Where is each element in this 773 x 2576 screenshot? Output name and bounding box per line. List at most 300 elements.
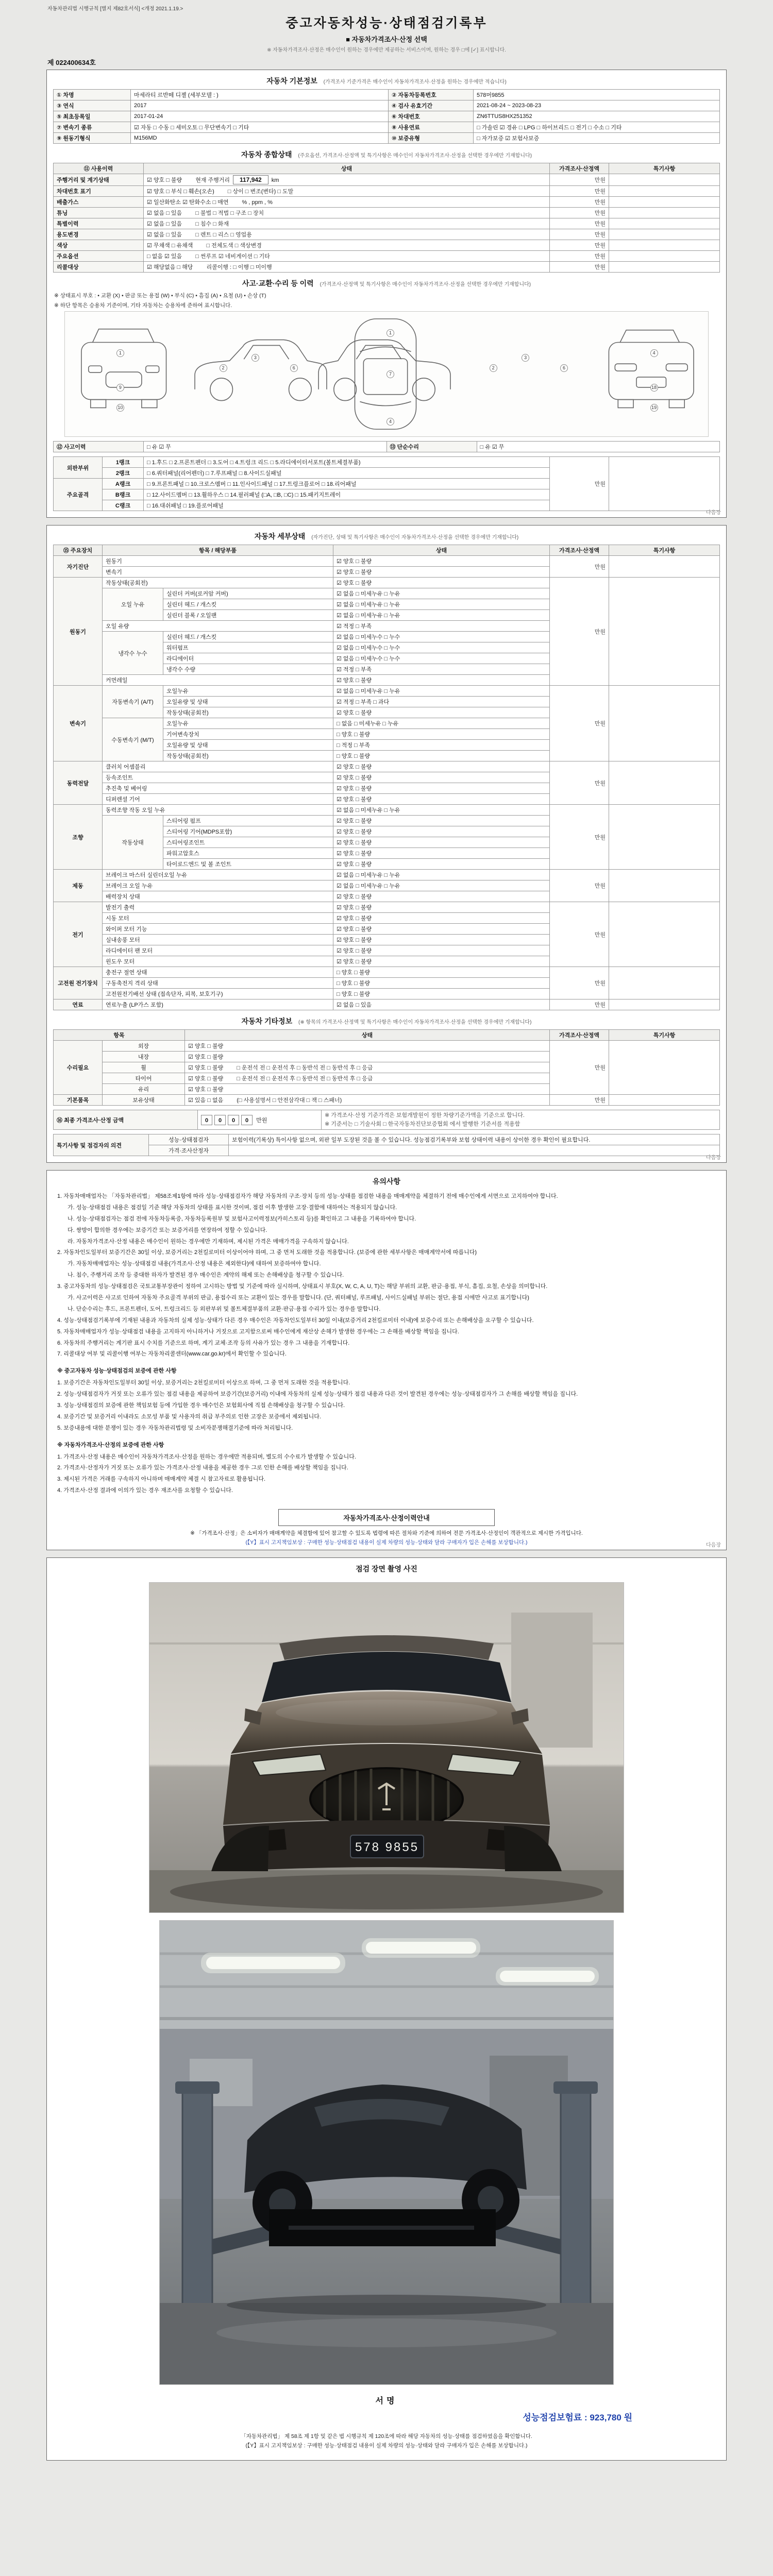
detail-title (53, 530, 720, 545)
device-group: 원동기 (54, 578, 103, 686)
item-subgroup: 작동상태 (103, 816, 163, 870)
device-group: 변속기 (54, 686, 103, 761)
notice-item: 1. 자동차매매업자는 「자동차관리법」 제58조제1항에 따라 성능·상태점검자가 해당 자동차의 구조·장치 등의 성능·상태를 점검한 내용을 매매계약을 체결하기 전에 매수인에게 서면으로 고지하여야 합니다. (57, 1193, 558, 1199)
panel-number: 19 (650, 404, 658, 412)
device-group: 전기 (54, 902, 103, 967)
item-subgroup: 오일 누유 (103, 588, 163, 621)
item-name: 라디에이터 팬 모터 (103, 945, 333, 956)
panel-number: 6 (560, 364, 568, 372)
item-name: 워터펌프 (163, 642, 333, 653)
accident-state: □ 유 ☑ 무 (144, 442, 387, 452)
state-extra: 리콜이행 : □ 이행 □ 미이행 (206, 264, 272, 270)
summary-row (54, 229, 720, 240)
field-value: 마세라티 르반떼 디젤 (세부모델 : ) (131, 90, 389, 100)
state-cell (185, 1041, 550, 1052)
inspector-comment (229, 1145, 720, 1156)
state-extra: % , ppm , % (242, 199, 273, 206)
section-box-4 (46, 1557, 727, 2461)
item-subgroup: 냉각수 누수 (103, 632, 163, 675)
insurance-premium-label: 성능점검보험료 : (523, 2413, 587, 2423)
column-header: ⑪ 사용이력 (54, 163, 144, 174)
basic-info-title-text: 자동차 기본정보 (266, 77, 317, 85)
item-name: 오일누유 (163, 686, 333, 697)
notice-item: 2. 자동차인도일부터 보증기간은 30일 이상, 보증거리는 2천킬로미터 이상이어야 하며, 그 중 먼저 도래한 것을 적용합니다. (보증에 관한 세부사항은 매매계약서에 따릅니다) (57, 1249, 477, 1256)
final-price-note: ※ 기준서는 □ 기술사회 □ 한국자동차진단보증협회 에서 발행한 기준서를 적용함 (325, 1121, 520, 1127)
device-group: 조향 (54, 805, 103, 870)
item-name: 커먼레일 (103, 675, 333, 686)
column-header: 상태 (144, 163, 550, 174)
inspector-role: 가격·조사산정자 (149, 1145, 229, 1156)
state-cell: ☑ 없음 □ 미세누유 □ 누유 (333, 870, 550, 880)
item-name: 브레이크 오일 누유 (103, 880, 333, 891)
document-number: 제 022400634호 (47, 59, 96, 66)
panel-number: 2 (490, 364, 497, 372)
state-cell: ☑ 양호 □ 불량 (333, 935, 550, 945)
state-cell: ☑ 양호 □ 불량 (333, 567, 550, 578)
final-price-table (53, 1110, 720, 1130)
panel-number: 6 (290, 364, 298, 372)
final-price-label: ⑯ 최종 가격조사·산정 금액 (54, 1110, 198, 1130)
item-name: 동력조향 작동 오일 누유 (103, 805, 333, 816)
column-header: 상태 (333, 545, 550, 556)
item-name: 스티어링 펌프 (163, 816, 333, 826)
price-digit: 0 (201, 1115, 212, 1125)
etc-info-body (54, 1030, 720, 1106)
item-label: 차대번호 표기 (54, 186, 144, 197)
price-cell: 만원 (550, 218, 609, 229)
remark-cell (609, 208, 720, 218)
panel-replacement-table (53, 456, 720, 511)
etc-title (53, 1014, 720, 1029)
state-cell: ☑ 없음 □ 미세누수 □ 누수 (333, 653, 550, 664)
state-extra: □ 운전석 전 □ 운전석 후 □ 동반석 전 □ 동반석 후 □ 응급 (237, 1065, 373, 1071)
remark-cell (609, 686, 720, 761)
item-name: 시동 모터 (103, 913, 333, 924)
etc-header-row (54, 1030, 720, 1041)
field-label: ③ 연식 (54, 100, 131, 111)
panel-number: 3 (522, 354, 529, 362)
price-cell: 만원 (550, 761, 609, 805)
inspector-comment: 보험이력(기록상) 특이사항 없으며, 외판 일부 도장된 것을 볼 수 있습니다. 성능점검기록부와 보험 상태이력 내용이 상이한 경우 확인이 필요합니다. (229, 1134, 720, 1145)
summary-row (54, 186, 720, 197)
notice-item: 가. 사고이력은 사고로 인하여 자동차 주요골격 부위의 판금, 용접수리 또는 교환이 있는 경우를 말합니다. (단, 쿼터패널, 루프패널, 사이드실패널 부위는 절단, 용접 시에만 사고로 표기합니다) (68, 1295, 529, 1301)
item-label: 색상 (54, 240, 144, 251)
panel-items: □ 1.후드 □ 2.프론트펜더 □ 3.도어 □ 4.트렁크 리드 □ 5.라디에이터서포트(볼트체결부품) (144, 457, 550, 468)
notice-item: 6. 자동차의 주행거리는 계기판 표시 수치를 기준으로 하며, 계기 교체·조작 등의 사유가 있는 경우 그 내용을 기재합니다. (57, 1340, 350, 1346)
column-header: 항목 (54, 1030, 185, 1041)
page-title: 중고자동차성능·상태점검기록부 (285, 16, 488, 30)
column-header: 특기사항 (609, 545, 720, 556)
opinion-body (54, 1134, 720, 1156)
price-cell: 만원 (550, 457, 609, 511)
state-options: □ 없음 ☑ 있음 (147, 253, 182, 260)
item-label: 용도변경 (54, 229, 144, 240)
detail-row (54, 805, 720, 816)
remark-cell (609, 457, 720, 511)
state-options: ☑ 없음 □ 있음 (147, 232, 182, 238)
item-name: 실린더 헤드 / 개스킷 (163, 599, 333, 610)
device-group: 연료 (54, 999, 103, 1010)
state-options: ☑ 양호 □ 불량 (147, 177, 182, 183)
state-options: ☑ 무채색 □ 유채색 (147, 243, 193, 249)
state-cell: ☑ 없음 □ 미세누유 □ 누유 (333, 686, 550, 697)
price-cell: 만원 (550, 686, 609, 761)
summary-row (54, 174, 720, 186)
state-cell: ☑ 양호 □ 불량 (333, 826, 550, 837)
state-extra: □ 렌트 □ 리스 □ 영업용 (195, 232, 252, 238)
basic-row (54, 122, 720, 133)
panel-number: 2 (220, 364, 227, 372)
summary-row (54, 251, 720, 262)
item-name: 오일 유량 (103, 621, 333, 632)
state-options: ☑ 있음 □ 없음 (188, 1097, 224, 1104)
report-sheet (46, 0, 727, 2461)
device-group: 제동 (54, 870, 103, 902)
state-cell: ☑ 양호 □ 불량 (333, 859, 550, 870)
item-name: 윈도우 모터 (103, 956, 333, 967)
detail-row (54, 556, 720, 567)
state-extra: □ 전체도색 □ 색상변경 (206, 243, 262, 249)
state-cell (185, 1073, 550, 1084)
state-options: ☑ 일산화탄소 ☑ 탄화수소 □ 매연 (147, 199, 229, 206)
state-cell: ☑ 양호 □ 불량 (333, 783, 550, 794)
field-value: 2017 (131, 100, 389, 111)
notice-heading: ※ 중고자동차 성능·상태점검의 보증에 관한 사항 (57, 1368, 177, 1375)
remark-cell (609, 761, 720, 805)
section-box-2 (46, 525, 727, 1163)
item-name: 오일누유 (163, 718, 333, 729)
field-label: ⑨ 원동기형식 (54, 133, 131, 144)
state-cell: ☑ 양호 □ 불량 (333, 837, 550, 848)
accident-note: (가격조사·산정액 및 특기사항은 매수인이 자동차가격조사·산정을 선택한 경우에만 기재합니다) (320, 282, 531, 287)
notice-item: 1. 가격조사·산정 내용은 매수인이 자동차가격조사·산정을 원하는 경우에만 적용되며, 별도의 수수료가 발생할 수 있습니다. (57, 1453, 356, 1460)
price-cell: 만원 (550, 262, 609, 273)
column-header: 특기사항 (609, 1030, 720, 1041)
item-name: 내장 (103, 1052, 185, 1062)
notice-item: 7. 리콜대상 여부 및 리콜이행 여부는 자동차리콜센터(www.car.go.kr)에서 확인할 수 있습니다. (57, 1351, 287, 1358)
panel-number: 18 (650, 384, 658, 392)
remark-cell (609, 262, 720, 273)
item-name: 브레이크 마스터 실린더오일 누유 (103, 870, 333, 880)
price-digit: 0 (214, 1115, 226, 1125)
panel-number: 1 (386, 329, 394, 337)
panel-rank: 2랭크 (103, 468, 144, 479)
panel-group: 외판부위 (54, 457, 103, 479)
notice-item: 나. 단순수리는 후드, 프론트펜더, 도어, 트렁크리드 등 외판부위 및 볼트체결부품의 교환·판금·용접 수리가 있는 경우를 말합니다. (68, 1306, 381, 1312)
car-panel-diagram (64, 311, 709, 437)
item-label: 리콜대상 (54, 262, 144, 273)
next-page-marker-3: 다음장 (706, 1543, 721, 1549)
panel-items: □ 12.사이드멤버 □ 13.휠하우스 □ 14.필러패널 (□A, □B, □C) □ 15.패키지트레이 (144, 489, 550, 500)
remark-cell (609, 197, 720, 208)
item-label: 특별이력 (54, 218, 144, 229)
detail-title-text: 자동차 세부상태 (254, 532, 306, 540)
form-reference: 자동차관리법 시행규칙 [별지 제82호서식] <개정 2021.1.19.> (47, 6, 183, 12)
price-cell: 만원 (550, 870, 609, 902)
item-name: 클러치 어셈블리 (103, 761, 333, 772)
state-cell (185, 1095, 550, 1106)
state-cell: ☑ 양호 □ 불량 (333, 707, 550, 718)
remark-cell (609, 186, 720, 197)
column-header: 가격조사·산정액 (550, 545, 609, 556)
item-name: 실내송풍 모터 (103, 935, 333, 945)
photo-front-frame (149, 1582, 624, 1913)
section-box-3 (46, 1170, 727, 1550)
state-options: ☑ 양호 □ 불량 (188, 1043, 224, 1049)
item-name: 와이퍼 모터 기능 (103, 924, 333, 935)
remark-cell (609, 967, 720, 999)
detail-header-row (54, 545, 720, 556)
notice-item: 5. 자동차매매업자가 성능·상태점검 내용을 고지하지 아니하거나 거짓으로 고지함으로써 매수인에게 재산상 손해가 발생한 경우에는 그 손해를 배상할 책임을 집니다. (57, 1328, 459, 1335)
item-name: 추진축 및 베어링 (103, 783, 333, 794)
notice-item: 3. 제시된 가격은 거래를 구속하지 아니하며 매매계약 체결 시 참고자료로 활용됩니다. (57, 1476, 266, 1483)
state-cell: ☑ 없음 □ 미세누유 □ 누유 (333, 880, 550, 891)
liability-note: (【Y】표시 고지책임보상 : 구매한 성능·상태점검 내용이 실제 차량의 성능·상태와 달라 구매자가 입은 손해를 보상합니다.) (245, 2443, 528, 2449)
summary-note: (주요옵션, 가격조사·산정액 및 특기사항은 매수인이 자동차가격조사·산정을 선택한 경우에만 기재합니다) (298, 153, 532, 159)
final-price-digits (201, 1117, 255, 1124)
opinion-row (54, 1145, 720, 1156)
license-plate-text: 578 9855 (355, 1840, 419, 1855)
notice-item: 2. 가격조사·산정자가 거짓 또는 오류가 있는 가격조사·산정 내용을 제공한 경우 그로 인한 손해를 배상할 책임을 집니다. (57, 1465, 348, 1471)
item-name: 작동상태(공회전) (163, 707, 333, 718)
item-name: 연료누출 (LP가스 포함) (103, 999, 333, 1010)
state-cell: ☑ 양호 □ 불량 (333, 902, 550, 913)
panel-number: 7 (386, 370, 394, 378)
price-history-guide-line: (【Y】표시 고지책임보상 : 구매한 성능·상태점검 내용이 실제 차량의 성능·상태와 달라 구매자가 입은 손해를 보상합니다.) (245, 1539, 528, 1546)
state-cell: ☑ 없음 □ 있음 (333, 999, 550, 1010)
price-history-guide-title: 자동차가격조사·산정이력안내 (278, 1509, 495, 1526)
opinion-table (53, 1134, 720, 1156)
item-name: 구동축전지 격리 상태 (103, 978, 333, 989)
accident-title (53, 277, 720, 292)
state-cell: ☑ 없음 □ 미세누수 □ 누수 (333, 642, 550, 653)
item-label: 튜닝 (54, 208, 144, 218)
state-cell: ☑ 없음 □ 미세누유 □ 누유 (333, 588, 550, 599)
price-cell: 만원 (550, 805, 609, 870)
remark-cell (609, 240, 720, 251)
device-group: 자기진단 (54, 556, 103, 578)
panel-replacement-body (54, 457, 720, 511)
price-select-note: ※ 자동차가격조사·산정은 매수인이 원하는 경우에만 제공하는 서비스이며, 원하는 경우 □에 [✓] 표시합니다. (267, 47, 506, 53)
item-name: 오일유량 및 상태 (163, 740, 333, 751)
price-cell: 만원 (550, 186, 609, 197)
state-cell: ☑ 적정 □ 부족 (333, 621, 550, 632)
detail-row (54, 902, 720, 913)
remark-cell (609, 578, 720, 686)
field-value: ZN6TTUS8HX251352 (474, 111, 720, 122)
item-name: 디퍼렌셜 기어 (103, 794, 333, 805)
state-extra: (□ 사용설명서 □ 안전삼각대 □ 잭 □ 스패너) (237, 1097, 342, 1104)
basic-info-body (54, 90, 720, 144)
state-cell (144, 262, 550, 273)
panel-group: 주요골격 (54, 479, 103, 511)
basic-row (54, 90, 720, 100)
item-name: 스티어링 기어(MDPS포함) (163, 826, 333, 837)
notice-item: 3. 성능·상태점검의 보증에 관한 책임보험 등에 가입한 경우 매수인은 보험회사에 직접 손해배상을 청구할 수 있습니다. (57, 1402, 345, 1409)
state-extra: □ 침수 □ 화재 (195, 221, 229, 227)
notice-item: 다. 쌍방이 합의한 경우에는 보증기간 또는 보증거리를 연장하여 정할 수 있습니다. (68, 1227, 267, 1233)
device-group: 동력전달 (54, 761, 103, 805)
field-value: □ 가솔린 ☑ 경유 □ LPG □ 하이브리드 □ 전기 □ 수소 □ 기타 (474, 122, 720, 133)
etc-note: (※ 항목의 가격조사·산정액 및 특기사항은 매수인이 자동차가격조사·산정을 선택한 경우에만 기재합니다) (298, 1020, 532, 1025)
detail-row (54, 761, 720, 772)
column-header: 가격조사·산정액 (550, 1030, 609, 1041)
state-options: ☑ 없음 □ 있음 (147, 221, 182, 227)
state-cell: □ 양호 □ 불량 (333, 751, 550, 761)
state-options: ☑ 양호 □ 불량 (188, 1065, 224, 1071)
state-cell: ☑ 양호 □ 불량 (333, 556, 550, 567)
insurance-premium-value: 923,780 원 (590, 2413, 632, 2423)
notice-item: 4. 보증기간 및 보증거리 이내라도 소모성 부품 및 사용자의 취급 부주의로 인한 고장은 보증에서 제외됩니다. (57, 1413, 321, 1420)
state-cell (144, 186, 550, 197)
price-select-label: ■ 자동차가격조사·산정 선택 (346, 36, 427, 43)
panel-number: 1 (116, 349, 124, 357)
item-name: 발전기 출력 (103, 902, 333, 913)
price-digit: 0 (241, 1115, 253, 1125)
item-name: 원동기 (103, 556, 333, 567)
price-cell: 만원 (550, 229, 609, 240)
state-cell: ☑ 적정 □ 부족 □ 과다 (333, 697, 550, 707)
state-cell (144, 208, 550, 218)
price-cell: 만원 (550, 208, 609, 218)
opinion-row (54, 1134, 720, 1145)
state-extra: □ 불법 □ 적법 □ 구조 □ 장치 (195, 210, 264, 216)
state-cell (144, 229, 550, 240)
price-cell: 만원 (550, 902, 609, 967)
inspector-role: 성능·상태점검자 (149, 1134, 229, 1145)
notice-item: 4. 성능·상태점검기록부에 기재된 내용과 자동차의 실제 성능·상태가 다른 경우 매수인은 자동차인도일부터 30일 이내(보증거리 2천킬로미터 이내)에 보증수리 또는 손해배상을 요구할 수 있습니다. (57, 1317, 534, 1324)
item-subgroup: 수동변속기 (M/T) (103, 718, 163, 761)
state-cell: □ 없음 □ 미세누유 □ 누유 (333, 718, 550, 729)
remark-cell (609, 174, 720, 186)
price-history-guide-line: ※ 「가격조사·산정」은 소비자가 매매계약을 체결함에 있어 참고할 수 있도록 법령에 따른 절차와 기준에 의하여 전문 가격조사·산정인이 객관적으로 제시한 가격입니다. (190, 1530, 583, 1537)
opinion-label: 특기사항 및 점검자의 의견 (54, 1134, 149, 1156)
state-cell: ☑ 양호 □ 불량 (333, 772, 550, 783)
remark-cell (609, 251, 720, 262)
panel-rank: B랭크 (103, 489, 144, 500)
price-cell: 만원 (550, 578, 609, 686)
etc-title-text: 자동차 기타정보 (241, 1017, 293, 1025)
notice-body (53, 1190, 720, 1501)
detail-state-table (53, 545, 720, 1010)
field-label: ⑧ 사용연료 (389, 122, 474, 133)
basic-info-title (53, 74, 720, 89)
notice-item: 라. 자동차가격조사·산정 내용은 매수인이 원하는 경우에만 기재하며, 제시된 가격은 매매가격을 구속하지 않습니다. (68, 1238, 349, 1245)
field-label: ⑤ 최초등록일 (54, 111, 131, 122)
item-name: 냉각수 수량 (163, 664, 333, 675)
column-header: 상태 (185, 1030, 550, 1041)
price-cell: 만원 (550, 556, 609, 578)
notice-item: 나. 성능·상태점검자는 점검 전에 자동차등록증, 자동차등록원부 및 보험사고이력정보(카히스토리 등)를 확인하고 그 내용을 기록하여야 합니다. (68, 1215, 416, 1222)
etc-info-table (53, 1029, 720, 1106)
simple-repair-label: ⑬ 단순수리 (386, 442, 477, 452)
basic-row (54, 133, 720, 144)
accident-history-row (54, 442, 720, 452)
price-cell: 만원 (550, 240, 609, 251)
item-name: 오일유량 및 상태 (163, 697, 333, 707)
field-label: ⑦ 변속기 종류 (54, 122, 131, 133)
price-cell: 만원 (550, 999, 609, 1010)
remark-cell (609, 1041, 720, 1095)
panel-number: 4 (650, 349, 658, 357)
simple-repair-state: □ 유 ☑ 무 (477, 442, 720, 452)
summary-title (53, 148, 720, 163)
etc-group: 기본품목 (54, 1095, 103, 1106)
mileage-value: 117,942 (233, 175, 268, 184)
panel-rank: 1랭크 (103, 457, 144, 468)
state-cell: □ 양호 □ 불량 (333, 989, 550, 999)
remark-cell (609, 1095, 720, 1106)
photo-lift-frame (159, 1920, 614, 2385)
item-name: 유리 (103, 1084, 185, 1095)
detail-row (54, 578, 720, 588)
state-cell: ☑ 양호 □ 불량 (333, 761, 550, 772)
signature-title: 서명 (375, 2397, 398, 2406)
basic-row (54, 111, 720, 122)
remark-cell (609, 999, 720, 1010)
notice-item: 5. 보증내용에 대한 분쟁이 있는 경우 자동차관리법령 및 소비자분쟁해결기준에 따라 처리됩니다. (57, 1425, 293, 1431)
item-name: 스티어링조인트 (163, 837, 333, 848)
state-cell: ☑ 없음 □ 미세누유 □ 누유 (333, 610, 550, 621)
panel-rank: A랭크 (103, 479, 144, 489)
state-cell: ☑ 양호 □ 불량 (333, 578, 550, 588)
panel-number: 9 (116, 384, 124, 392)
item-name: 변속기 (103, 567, 333, 578)
etc-row (54, 1041, 720, 1052)
item-label: 주요옵션 (54, 251, 144, 262)
accident-title-text: 사고·교환·수리 등 이력 (242, 279, 314, 287)
state-cell: □ 양호 □ 불량 (333, 729, 550, 740)
item-name: 파워고압호스 (163, 848, 333, 859)
price-cell: 만원 (550, 197, 609, 208)
next-page-marker-2: 다음장 (706, 1155, 721, 1161)
state-cell: ☑ 없음 □ 미세누수 □ 누수 (333, 632, 550, 642)
field-label: ⑩ 보증유형 (389, 133, 474, 144)
detail-state-body (54, 545, 720, 1010)
summary-title-text: 자동차 종합상태 (241, 150, 292, 159)
panel-items: □ 9.프론트패널 □ 10.크로스멤버 □ 11.인사이드패널 □ 17.트렁크플로어 □ 18.리어패널 (144, 479, 550, 489)
state-cell: ☑ 없음 □ 미세누유 □ 누유 (333, 599, 550, 610)
panel-number: 10 (116, 404, 124, 412)
item-name: 보유상태 (103, 1095, 185, 1106)
item-name: 휠 (103, 1062, 185, 1073)
item-name: 타이로드엔드 및 볼 조인트 (163, 859, 333, 870)
notice-item: 2. 성능·상태점검자가 거짓 또는 오류가 있는 점검 내용을 제공하여 보증기간(보증거리) 이내에 자동차의 실제 성능·상태가 점검 내용과 다른 것이 발견된 경우에는 성능·상태점검자가 그 손해를 배상할 책임을 집니다. (57, 1391, 578, 1398)
column-header: 항목 / 해당부품 (103, 545, 333, 556)
state-cell: ☑ 없음 □ 미세누유 □ 누유 (333, 805, 550, 816)
state-options: ☑ 양호 □ 부식 □ 훼손(오손) (147, 189, 214, 195)
state-cell (185, 1084, 550, 1095)
detail-row (54, 686, 720, 697)
detail-row (54, 967, 720, 978)
item-label: 배출가스 (54, 197, 144, 208)
field-value: 578머9855 (474, 90, 720, 100)
remark-cell (609, 556, 720, 578)
field-label: ② 자동차등록번호 (389, 90, 474, 100)
mileage-unit: km (271, 177, 279, 183)
summary-row (54, 262, 720, 273)
notice-item: 나. 침수, 주행거리 조작 등 중대한 하자가 발견된 경우 매수인은 계약의 해제 또는 손해배상을 청구할 수 있습니다. (68, 1272, 344, 1279)
state-cell: ☑ 양호 □ 불량 (333, 891, 550, 902)
section-box-1 (46, 70, 727, 518)
notice-item: 가. 자동차매매업자는 성능·상태점검 내용(가격조사·산정 내용은 제외한다)에 대하여 보증하여야 합니다. (68, 1261, 321, 1267)
final-price-notes (322, 1110, 720, 1130)
photos-title: 점검 장면 촬영 사진 (356, 1565, 417, 1573)
remark-cell (609, 870, 720, 902)
state-cell: ☑ 양호 □ 불량 (333, 675, 550, 686)
state-cell: ☑ 양호 □ 불량 (333, 816, 550, 826)
item-name: 실린더 헤드 / 개스킷 (163, 632, 333, 642)
